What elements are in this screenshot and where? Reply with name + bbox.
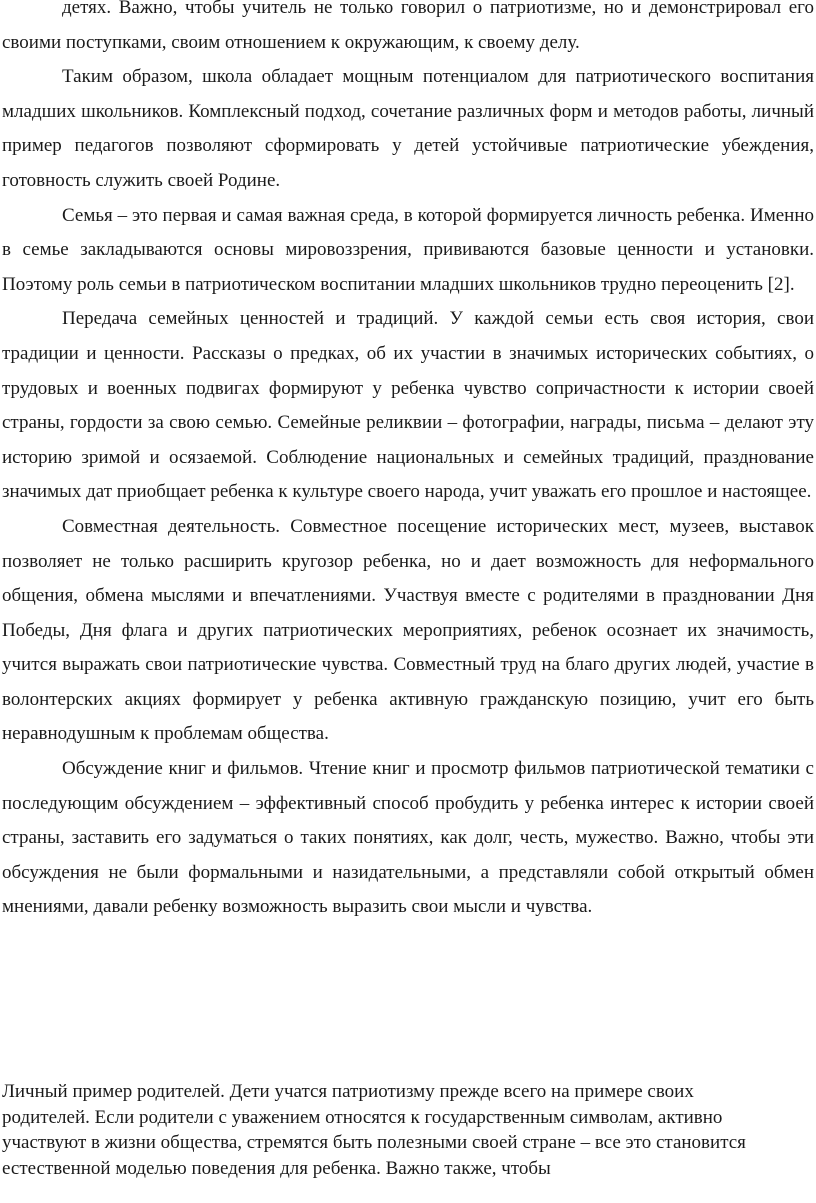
paragraph-family-role: Семья – это первая и самая важная среда, в которой формируется личность ребенка. Именно в семье закладываются основы мировоззрения, прививаются базовые ценности и установки. Поэтому роль семьи в патриотическом воспитании младших школьников трудно переоценить [2]. [2, 204, 814, 295]
paragraph-school-potential: Таким образом, школа обладает мощным потенциалом для патриотического воспитания младших школьников. Комплексный подход, сочетание различных форм и методов работы, личный пример педагогов позволяют сформировать у детей устойчивые патриотические убеждения, готовность служить своей Родине. [2, 66, 814, 191]
paragraph-family-traditions: Передача семейных ценностей и традиций. У каждой семьи есть своя история, свои традиции и ценности. Рассказы о предках, об их участии в значимых исторических событиях, о трудовых и военных подвигах формируют у ребенка чувство сопричастности к истории своей страны, гордости за свою семью. Семейные реликвии – фотографии, награды, письма – делают эту историю зримой и осязаемой. Соблюдение национальных и семейных традиций, празднование значимых дат приобщает ребенка к культуре своего народа, учит уважать его прошлое и настоящее. [2, 308, 814, 503]
paragraph-parents-example: Личный пример родителей. Дети учатся патриотизму прежде всего на примере своих родителей. Если родители с уважением относятся к государственным символам, активно участвуют в жизни общества, стремятся быть полезными своей стране – все это становится естественной моделью поведения для ребенка. Важно также, чтобы [2, 1081, 746, 1179]
document-body [2, 0, 814, 925]
paragraph-books-films: Обсуждение книг и фильмов. Чтение книг и просмотр фильмов патриотической тематики с последующим обсуждением – эффективный способ пробудить у ребенка интерес к истории своей страны, заставить его задуматься о таких понятиях, как долг, честь, мужество. Важно, чтобы эти обсуждения не были формальными и назидательными, а представляли собой открытый обмен мнениями, давали ребенку возможность выразить свои мысли и чувства. [2, 758, 814, 918]
paragraph-teacher-example: детях. Важно, чтобы учитель не только говорил о патриотизме, но и демонстрировал его своими поступками, своим отношением к окружающим, к своему делу. [2, 0, 814, 53]
paragraph-joint-activity: Совместная деятельность. Совместное посещение исторических мест, музеев, выставок позволяет не только расширить кругозор ребенка, но и дает возможность для неформального общения, обмена мыслями и впечатлениями. Участвуя вместе с родителями в праздновании Дня Победы, Дня флага и других патриотических мероприятиях, ребенок осознает их значимость, учится выражать свои патриотические чувства. Совместный труд на благо других людей, участие в волонтерских акциях формирует у ребенка активную гражданскую позицию, учит его быть неравнодушным к проблемам общества. [2, 515, 814, 745]
